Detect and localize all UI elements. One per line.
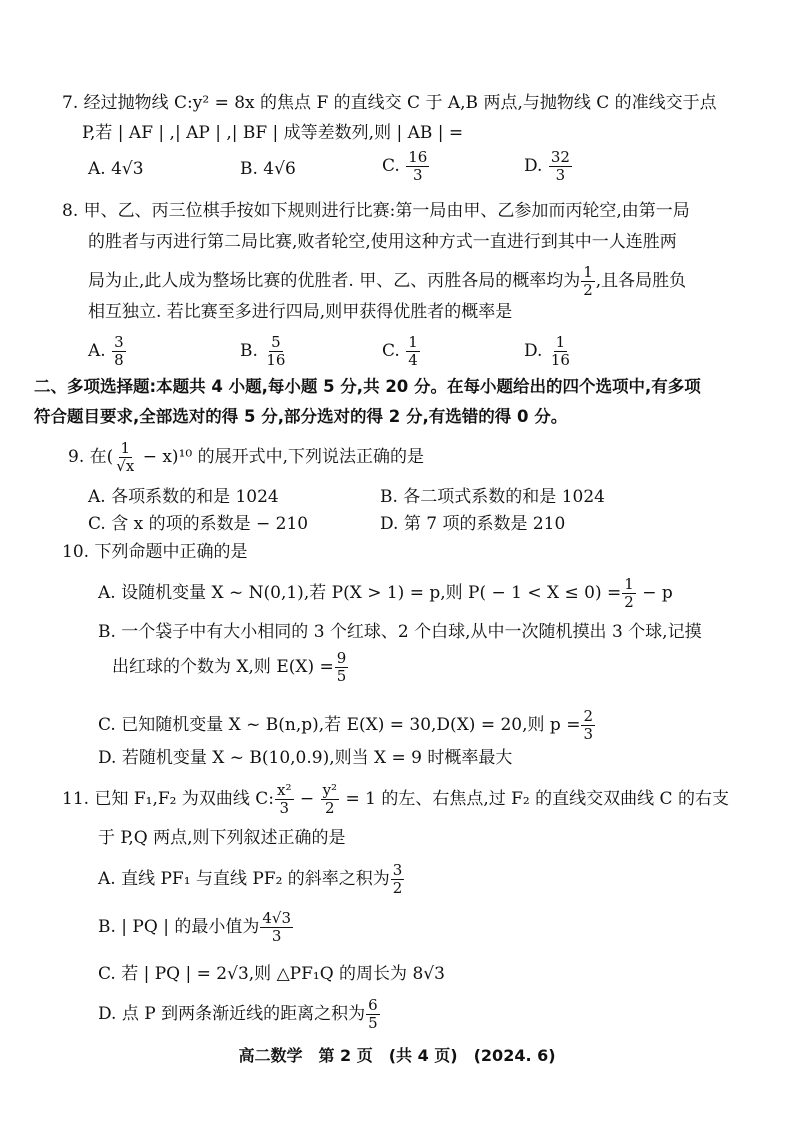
- q10-option-b-line1: B. 一个袋子中有大小相同的 3 个红球、2 个白球,从中一次随机摸出 3 个球,记摸: [98, 622, 702, 642]
- q7-option-d: D. $\frac{32}{3}$: [524, 148, 570, 184]
- fraction: $\frac{2}{3}$: [583, 707, 593, 743]
- q10-option-d: D. 若随机变量 X ~ B(10,0.9),则当 X = 9 时概率最大: [98, 748, 513, 768]
- fraction: $\frac{1}{4}$: [408, 333, 418, 369]
- q8-stem-line1: 8. 甲、乙、丙三位棋手按如下规则进行比赛:第一局由甲、乙参加而丙轮空,由第一局: [62, 201, 690, 221]
- q11-option-a: A. 直线 PF₁ 与直线 PF₂ 的斜率之积为 $\frac{3}{2}$: [98, 861, 403, 897]
- fraction: $\frac{6}{5}$: [368, 996, 378, 1032]
- q8-stem-line4: 相互独立. 若比赛至多进行四局,则甲获得优胜者的概率是: [88, 302, 513, 322]
- q8-option-d: D. $\frac{1}{16}$: [524, 333, 570, 369]
- q8-stem-line2: 的胜者与丙进行第二局比赛,败者轮空,使用这种方式一直进行到其中一人连胜两: [88, 232, 677, 252]
- fraction: $\frac{1}{√x}$: [116, 439, 135, 475]
- q8-option-b: B. $\frac{5}{16}$: [240, 333, 286, 369]
- q7-stem-line1: 7. 经过抛物线 C:y² = 8x 的焦点 F 的直线交 C 于 A,B 两点,与抛物线 C 的准线交于点: [62, 93, 717, 113]
- fraction: $\frac{9}{5}$: [336, 649, 347, 685]
- fraction: $\frac{5}{16}$: [266, 333, 286, 369]
- q9-option-c: C. 含 x 的项的系数是 − 210: [88, 514, 309, 534]
- q7-option-a: A. 4√3: [88, 159, 144, 179]
- q11-option-c: C. 若 | PQ | = 2√3,则 △PF₁Q 的周长为 8√3: [98, 964, 445, 984]
- q9-option-b: B. 各二项式系数的和是 1024: [380, 487, 605, 507]
- q11-stem-line2: 于 P,Q 两点,则下列叙述正确的是: [98, 828, 346, 848]
- q10-stem: 10. 下列命题中正确的是: [62, 542, 248, 562]
- q10-option-b-line2: 出红球的个数为 X,则 E(X) = $\frac{9}{5}$: [112, 649, 347, 685]
- q7-option-c: C. $\frac{16}{3}$: [382, 148, 428, 184]
- q8-option-a: A. $\frac{3}{8}$: [88, 333, 124, 369]
- fraction: $\frac{4√3}{3}$: [262, 909, 291, 945]
- fraction: $\frac{32}{3}$: [550, 148, 570, 184]
- page-footer: 高二数学 第 2 页 (共 4 页) (2024. 6): [238, 1046, 556, 1065]
- fraction: $\frac{\text{x²}}{3}$: [277, 781, 292, 817]
- q9-option-d: D. 第 7 项的系数是 210: [380, 514, 566, 534]
- q10-option-a: A. 设随机变量 X ~ N(0,1),若 P(X > 1) = p,则 P( − 1 < X ≤ 0) = $\frac{1}{2}$ − p: [98, 575, 673, 611]
- fraction: $\frac{1}{16}$: [550, 333, 570, 369]
- q11-stem-line1: 11. 已知 F₁,F₂ 为双曲线 C: $\frac{\text{x²}}{3}$ − $\frac{\text{y²}}{2}$ = 1 的左、右焦点,过 F₂ 的直线交双曲线 C 的右支: [62, 781, 729, 817]
- fraction: $\frac{3}{8}$: [114, 333, 124, 369]
- q11-option-d: D. 点 P 到两条渐近线的距离之积为 $\frac{6}{5}$: [98, 996, 378, 1032]
- fraction: $\frac{16}{3}$: [408, 148, 428, 184]
- q7-option-b: B. 4√6: [240, 159, 296, 179]
- fraction: $\frac{\text{y²}}{2}$: [322, 781, 338, 817]
- q9-stem: 9. 在( $\frac{1}{√x}$ − x)¹⁰ 的展开式中,下列说法正确的是: [68, 439, 425, 475]
- q7-stem-line2: P,若 | AF | ,| AP | ,| BF | 成等差数列,则 | AB | =: [82, 123, 464, 143]
- q10-option-c: C. 已知随机变量 X ~ B(n,p),若 E(X) = 30,D(X) = 20,则 p = $\frac{2}{3}$: [98, 707, 593, 743]
- q11-option-b: B. | PQ | 的最小值为 $\frac{4√3}{3}$: [98, 909, 291, 945]
- fraction: $\frac{1}{2}$: [624, 575, 634, 611]
- fraction: $\frac{1}{2}$: [583, 263, 593, 299]
- q8-option-c: C. $\frac{1}{4}$: [382, 333, 418, 369]
- fraction: $\frac{3}{2}$: [392, 861, 403, 897]
- q8-stem-line3: 局为止,此人成为整场比赛的优胜者. 甲、乙、丙胜各局的概率均为 $\frac{1}{2}$ ,且各局胜负: [88, 263, 687, 299]
- q9-option-a: A. 各项系数的和是 1024: [88, 487, 279, 507]
- section-heading-line2: 符合题目要求,全部选对的得 5 分,部分选对的得 2 分,有选错的得 0 分。: [34, 407, 568, 426]
- section-heading-line1: 二、多项选择题:本题共 4 小题,每小题 5 分,共 20 分。在每小题给出的四个选项中,有多项: [34, 377, 701, 396]
